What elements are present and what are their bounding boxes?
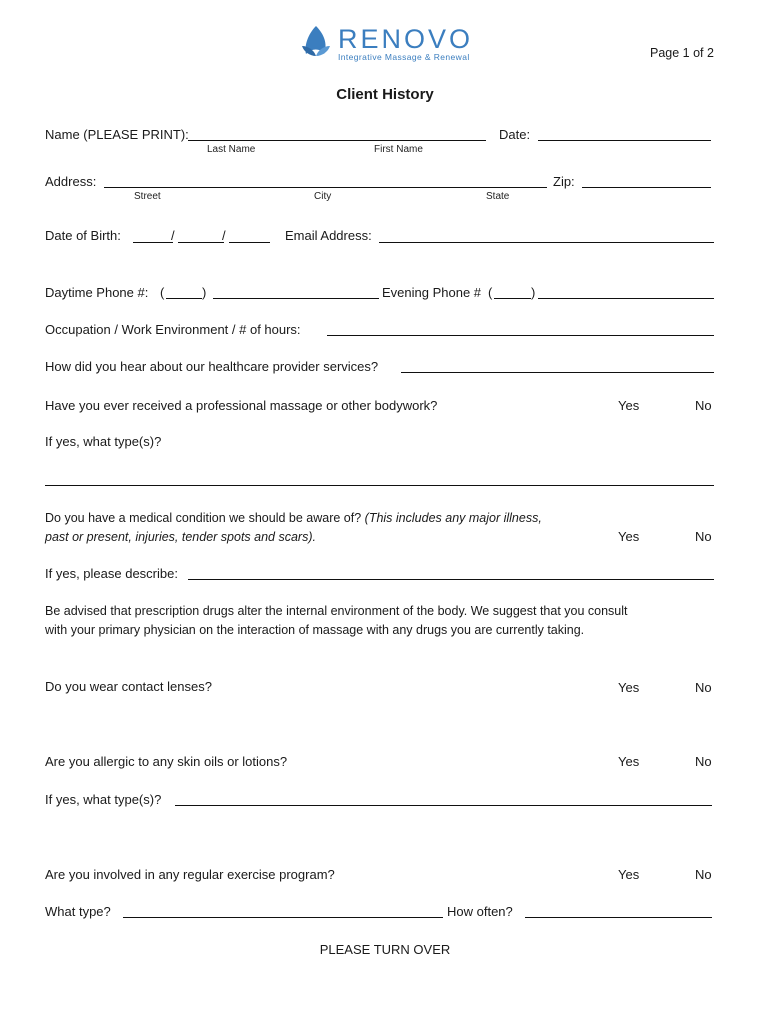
daytime-phone-label: Daytime Phone #: (45, 285, 149, 300)
evening-phone-field[interactable] (538, 298, 714, 299)
contacts-no-option[interactable]: No (695, 680, 712, 695)
allergy-type-field[interactable] (175, 805, 712, 806)
allergy-no-option[interactable]: No (695, 754, 712, 769)
medical-question: Do you have a medical condition we should be aware of? (45, 511, 362, 525)
street-caption: Street (134, 191, 161, 202)
exercise-type-label: What type? (45, 904, 111, 919)
allergy-type-label: If yes, what type(s)? (45, 792, 162, 807)
medical-describe-field[interactable] (188, 579, 714, 580)
evening-area-code-field[interactable] (494, 298, 531, 299)
first-name-caption: First Name (374, 144, 423, 155)
name-field[interactable] (188, 140, 486, 141)
contacts-yes-option[interactable]: Yes (618, 680, 640, 695)
referral-label: How did you hear about our healthcare provider services? (45, 359, 379, 374)
exercise-yes-option[interactable]: Yes (618, 867, 640, 882)
email-field[interactable] (379, 242, 714, 243)
daytime-area-open: ( (160, 285, 165, 300)
address-label: Address: (45, 174, 97, 189)
daytime-area-close: ) (202, 285, 207, 300)
exercise-frequency-label: How often? (447, 904, 513, 919)
advisory-line-1: Be advised that prescription drugs alter the internal environment of the body. We suggest that you consult (45, 604, 628, 618)
allergy-question: Are you allergic to any skin oils or lotions? (45, 754, 288, 769)
zip-label: Zip: (553, 174, 575, 189)
daytime-phone-field[interactable] (213, 298, 379, 299)
medical-yes-option[interactable]: Yes (618, 529, 640, 544)
massage-type-label: If yes, what type(s)? (45, 434, 162, 449)
zip-field[interactable] (582, 187, 711, 188)
medical-question-italic-1: (This includes any major illness, (364, 511, 542, 525)
occupation-label: Occupation / Work Environment / # of hours: (45, 322, 301, 337)
turn-over-note: PLEASE TURN OVER (319, 942, 451, 957)
date-field[interactable] (538, 140, 711, 141)
massage-question: Have you ever received a professional massage or other bodywork? (45, 398, 438, 413)
city-caption: City (314, 191, 332, 202)
evening-area-open: ( (488, 285, 493, 300)
massage-yes-option[interactable]: Yes (618, 398, 640, 413)
daytime-area-code-field[interactable] (166, 298, 202, 299)
medical-describe-label: If yes, please describe: (45, 566, 178, 581)
occupation-field[interactable] (327, 335, 714, 336)
last-name-caption: Last Name (207, 144, 256, 155)
exercise-question: Are you involved in any regular exercise program? (45, 867, 335, 882)
name-label: Name (PLEASE PRINT): (45, 127, 189, 142)
evening-phone-label: Evening Phone # (382, 285, 482, 300)
date-label: Date: (499, 127, 531, 142)
page-number: Page 1 of 2 (650, 46, 714, 60)
renovo-logo (298, 22, 474, 66)
email-label: Email Address: (285, 228, 372, 243)
dob-label: Date of Birth: (45, 228, 121, 243)
massage-type-field[interactable] (45, 485, 714, 486)
medical-question-italic-2: past or present, injuries, tender spots and scars). (45, 530, 316, 544)
medical-question-line-1 (45, 509, 542, 528)
dob-slash-1: / (171, 228, 175, 243)
medical-no-option[interactable]: No (695, 529, 712, 544)
dob-slash-2: / (222, 228, 226, 243)
dob-day-field[interactable] (178, 242, 224, 243)
exercise-no-option[interactable]: No (695, 867, 712, 882)
massage-no-option[interactable]: No (695, 398, 712, 413)
state-caption: State (486, 191, 510, 202)
lotus-logo-icon (298, 24, 334, 60)
dob-month-field[interactable] (133, 242, 173, 243)
exercise-type-field[interactable] (123, 917, 443, 918)
brand-tagline: Integrative Massage & Renewal (338, 52, 470, 62)
dob-year-field[interactable] (229, 242, 270, 243)
referral-field[interactable] (401, 372, 714, 373)
advisory-line-2: with your primary physician on the interaction of massage with any drugs you are currently taking. (45, 623, 585, 637)
exercise-frequency-field[interactable] (525, 917, 712, 918)
brand-name: RENOVO (338, 24, 474, 54)
evening-area-close: ) (531, 285, 536, 300)
address-field[interactable] (104, 187, 547, 188)
contacts-question: Do you wear contact lenses? (45, 679, 212, 694)
allergy-yes-option[interactable]: Yes (618, 754, 640, 769)
page-title: Client History (336, 86, 434, 103)
